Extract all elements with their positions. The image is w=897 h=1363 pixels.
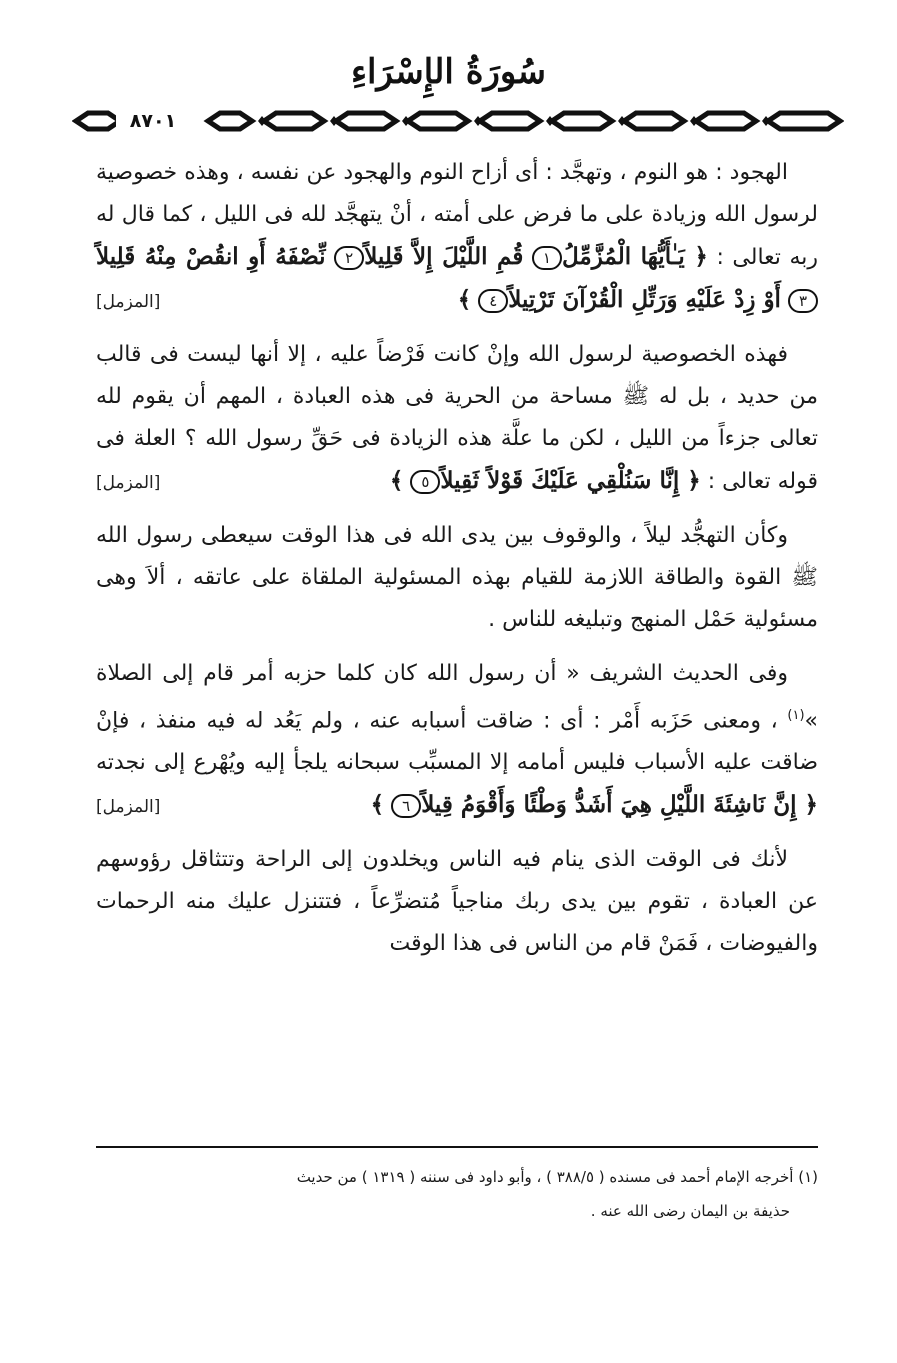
paragraph-text: وفى الحديث الشريف « أن رسول الله كان كلما حزبه أمر قام إلى الصلاة » (96, 661, 818, 734)
ayah-number: ١ (532, 246, 562, 270)
paragraph (96, 839, 818, 965)
footnotes (96, 1160, 818, 1228)
ayah-number: ٣ (788, 289, 818, 313)
paragraph (96, 653, 818, 827)
ayah-number: ٤ (478, 289, 508, 313)
quran-verse: ﴿ إِنَّا سَنُلْقِي عَلَيْكَ قَوْلاً ثَقِيلاً (440, 467, 701, 494)
quran-verse: ﴾ (457, 286, 472, 313)
surah-reference: [المزمل] (96, 797, 161, 818)
footnote-marker: (١) (787, 708, 805, 723)
paragraph (96, 152, 818, 322)
footnote-line: حذيفة بن اليمان رضى الله عنه . (590, 1202, 790, 1220)
paragraph-text: لأنك فى الوقت الذى ينام فيه الناس ويخلدون إلى الراحة وتتثاقل رؤوسهم عن العبادة ، تقوم بين يدى ربك مناجياً مُتضرِّعاً ، فتتنزل عليك منه الرحمات والفيوضات ، فَمَنْ قام من الناس فى هذا الوقت (96, 847, 818, 957)
quran-verse: ﴾ (370, 791, 385, 819)
quran-verse: ﴿ إِنَّ نَاشِئَةَ اللَّيْلِ هِيَ أَشَدُّ وَطْئًا وَأَقْوَمُ قِيلاً (421, 791, 818, 819)
footnote-separator (96, 1146, 818, 1148)
quran-verse: أَوْ زِدْ عَلَيْهِ وَرَتِّلِ الْقُرْآنَ تَرْتِيلاً (508, 286, 781, 313)
surah-title: سُورَةُ الإِسْرَاءِ (351, 52, 546, 92)
paragraph-text: فهذه الخصوصية لرسول الله وإنْ كانت فَرْضاً عليه ، إلا أنها ليست فى قالب من حديد ، بل له ﷺ مساحة من الحرية فى هذه العبادة ، المهم أن يقوم لله تعالى جزءاً من الليل ، لكن ما علَّة هذه الزيادة فى حَقِّ رسول الله ؟ العلة فى قوله تعالى : (96, 342, 818, 494)
paragraph (96, 515, 818, 641)
paragraph-text: الهجود : هو النوم ، وتهجَّد : أى أزاح النوم والهجود عن نفسه ، وهذه خصوصية لرسول الله وزيادة على ما فرض على أمته ، أنْ يتهجَّد لله فى الليل ، كما قال له ربه تعالى : (96, 160, 818, 270)
quran-verse: نِّصْفَهُ أَوِ انقُصْ مِنْهُ قَلِيلاً (96, 243, 326, 270)
body-text (96, 152, 818, 977)
paragraph-text: ، ومعنى حَزَبه أَمْر : أى : ضاقت أسبابه عنه ، ولم يَعُد له فيه منفذ ، فإنْ ضاقت عليه الأسباب فليس أمامه إلا المسبِّب سبحانه يلجأ إليه ويُهْرع إلى نجدته (96, 708, 818, 776)
page-number: ٨٧٠١ (116, 108, 190, 134)
paragraph-text: وكأن التهجُّد ليلاً ، والوقوف بين يدى الله فى هذا الوقت سيعطى رسول الله ﷺ القوة والطاقة اللازمة للقيام بهذه المسئولية الملقاة على عاتقه ، ألاَ وهى مسئولية حَمْل المنهج وتبليغه للناس . (96, 523, 818, 632)
footnote-line: (١) أخرجه الإمام أحمد فى مسنده ( ٣٨٨/٥ ) ، وأبو داود فى سننه ( ١٣١٩ ) من حديث (296, 1168, 818, 1186)
quran-verse: ﴿ يَـٰأَيُّهَا الْمُزَّمِّلُ (561, 243, 708, 270)
paragraph (96, 334, 818, 503)
surah-reference: [المزمل] (96, 473, 161, 493)
quran-verse: قُمِ اللَّيْلَ إِلاَّ قَلِيلاً (364, 243, 524, 270)
surah-reference: [المزمل] (96, 292, 161, 312)
ayah-number: ٢ (334, 246, 364, 270)
ayah-number: ٥ (410, 470, 440, 494)
quran-verse: ﴾ (389, 467, 404, 494)
ayah-number: ٦ (391, 794, 421, 818)
